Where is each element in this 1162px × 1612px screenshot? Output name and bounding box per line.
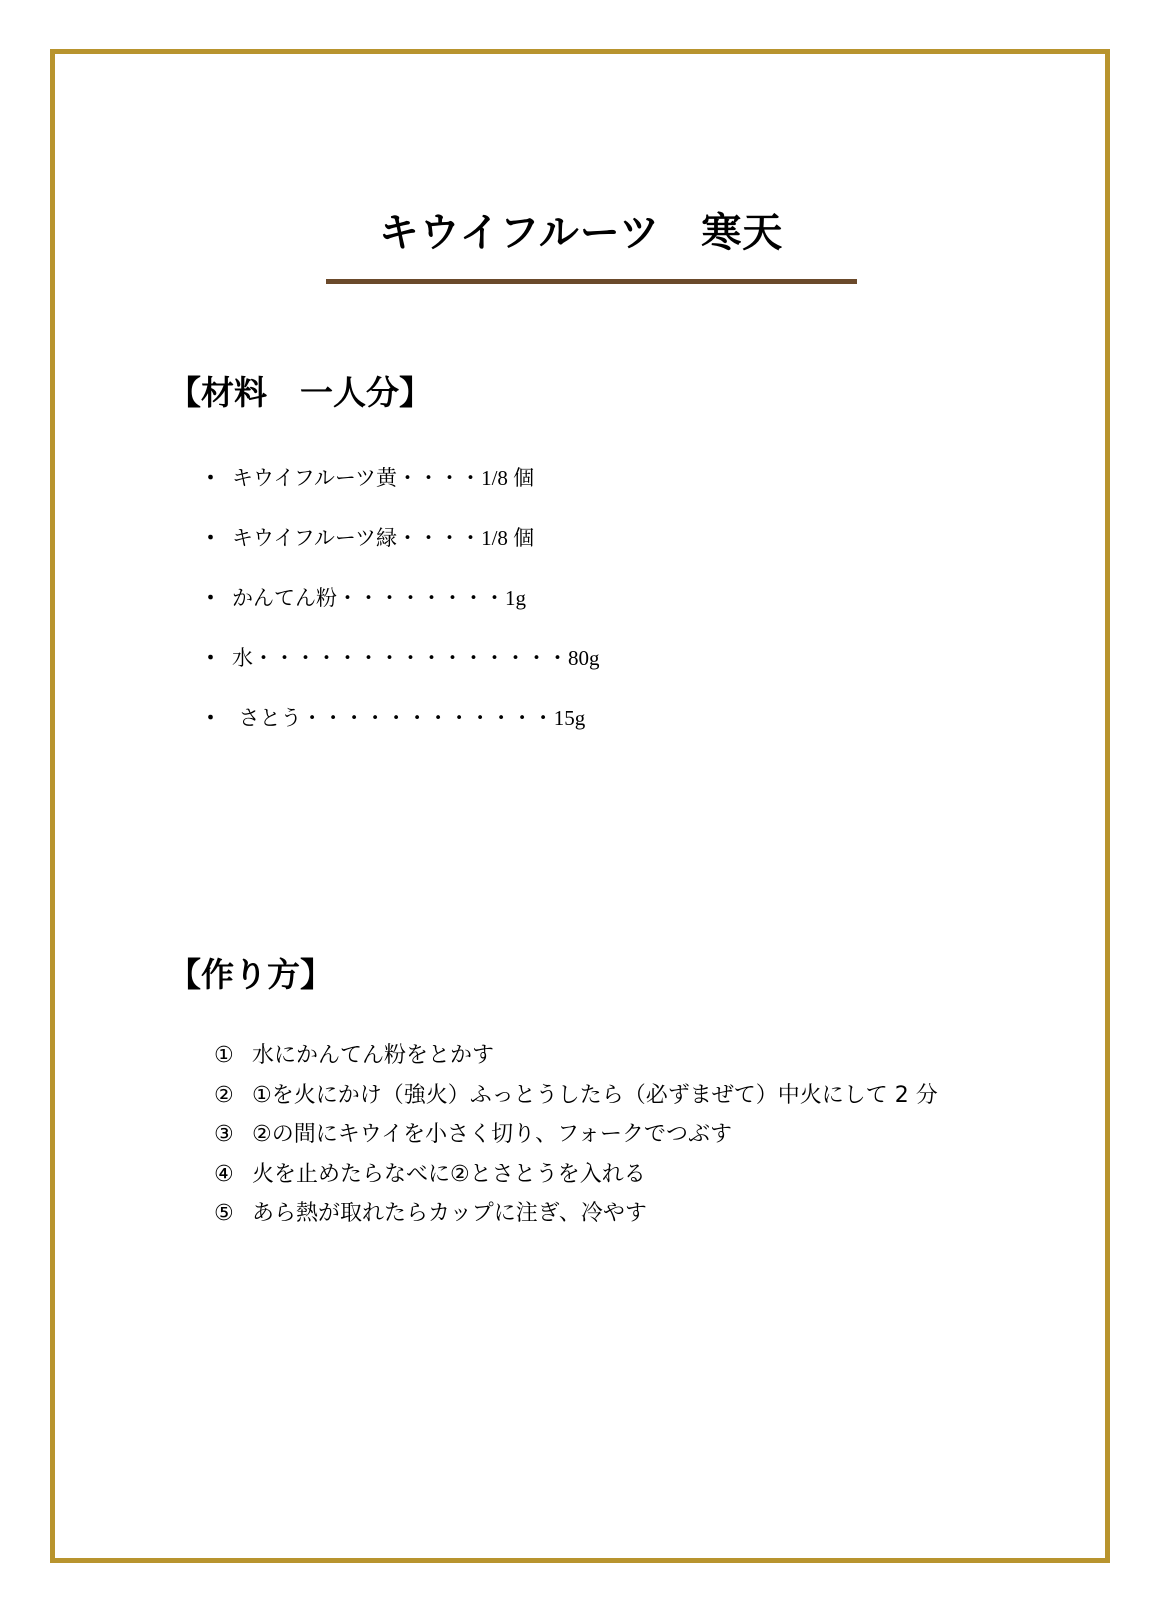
step-number: ⑤ [214,1201,234,1226]
ingredient-item [200,705,600,765]
ingredient-name: 水・・・・・・・・・・・・・・・ [232,646,568,670]
bullet: ・ [200,586,221,610]
ingredients-heading: 【材料 一人分】 [168,373,432,412]
ingredient-amount: 1/8 個 [481,526,535,550]
method-step [214,1121,938,1161]
bullet: ・ [200,526,221,550]
ingredient-amount: 1g [505,586,526,610]
method-steps [214,1042,938,1240]
step-number: ① [214,1043,234,1068]
ingredient-name: キウイフルーツ緑・・・・ [232,526,482,550]
ingredient-list [200,465,600,765]
method-step [214,1082,938,1122]
title-underline [326,279,857,284]
step-text: ①を火にかけ（強火）ふっとうしたら（必ずまぜて）中火にして 2 分 [252,1082,938,1108]
step-number: ④ [214,1161,234,1187]
method-step [214,1042,938,1082]
method-step [214,1161,938,1201]
ingredient-item [200,525,600,585]
bullet: ・ [200,706,221,730]
page-border [50,49,1110,1563]
ingredient-name: かんてん粉・・・・・・・・ [232,586,505,610]
step-number: ② [214,1082,234,1108]
ingredient-amount: 15g [553,706,586,730]
method-heading: 【作り方】 [168,955,333,994]
ingredient-item [200,585,600,645]
step-text: あら熱が取れたらカップに注ぎ、冷やす [252,1201,647,1226]
recipe-title: キウイフルーツ 寒天 [378,210,784,256]
ingredient-name: さとう・・・・・・・・・・・・ [232,706,554,730]
step-text: ②の間にキウイを小さく切り、フォークでつぶす [252,1122,732,1147]
bullet: ・ [200,646,221,670]
step-text: 火を止めたらなべに②とさとうを入れる [252,1161,646,1187]
ingredient-item [200,645,600,705]
method-step [214,1200,938,1240]
ingredient-amount: 1/8 個 [481,466,535,490]
ingredient-amount: 80g [568,646,600,670]
step-text: 水にかんてん粉をとかす [252,1043,495,1068]
ingredient-name: キウイフルーツ黄・・・・ [232,466,482,490]
step-number: ③ [214,1122,234,1147]
ingredient-item [200,465,600,525]
bullet: ・ [200,466,221,490]
